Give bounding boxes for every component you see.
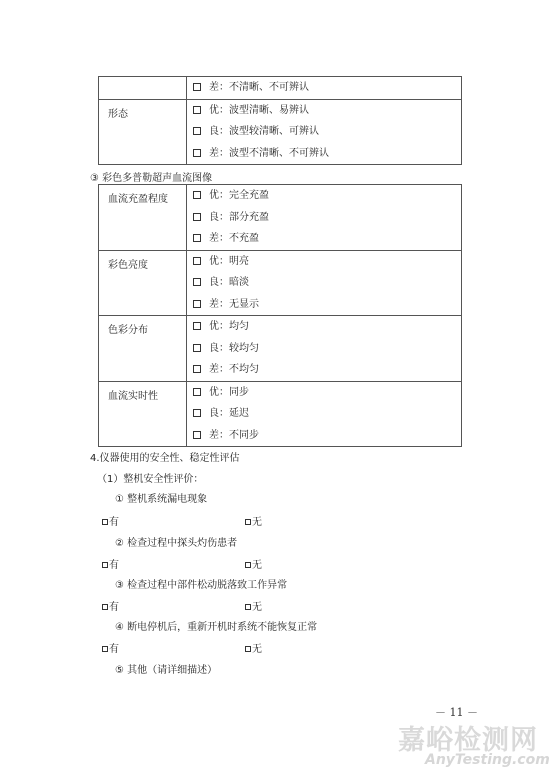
option-item[interactable]: 良：较均匀	[187, 338, 461, 360]
criteria-options	[187, 77, 462, 100]
option-item[interactable]: 优：同步	[187, 382, 461, 404]
question-label: ① 整机系统漏电现象	[115, 494, 208, 505]
option-item[interactable]: 优：明亮	[187, 251, 461, 273]
yes-option[interactable]: 有	[102, 598, 119, 613]
table-row	[99, 316, 462, 382]
watermark-logo: 嘉峪检测网	[398, 725, 538, 756]
checkbox-icon[interactable]	[193, 388, 201, 396]
option-item[interactable]: 良：波型较清晰、可辨认	[187, 121, 461, 143]
option-item[interactable]: 差：无显示	[187, 294, 461, 316]
criteria-options	[187, 99, 462, 165]
no-option[interactable]: 无	[245, 640, 262, 655]
checkbox-icon[interactable]	[102, 646, 108, 652]
question-label: ② 检查过程中探头灼伤患者	[115, 538, 238, 549]
checkbox-icon[interactable]	[193, 127, 201, 135]
no-option[interactable]: 无	[245, 556, 262, 571]
criteria-name	[99, 77, 187, 100]
option-item[interactable]: 差：不清晰、不可辨认	[187, 77, 461, 99]
checkbox-icon[interactable]	[245, 519, 251, 525]
section-heading: 4.仪器使用的安全性、稳定性评估	[90, 453, 240, 464]
table-row	[99, 77, 462, 100]
option-item[interactable]: 差：波型不清晰、不可辨认	[187, 143, 461, 165]
checkbox-icon[interactable]	[245, 562, 251, 568]
option-item[interactable]: 优：均匀	[187, 316, 461, 338]
checkbox-icon[interactable]	[102, 562, 108, 568]
subsection-heading: （1）整机安全性评价：	[97, 474, 204, 485]
question-label: ③ 检查过程中部件松动脱落致工作异常	[115, 580, 288, 591]
checkbox-icon[interactable]	[193, 213, 201, 221]
checkbox-icon[interactable]	[193, 83, 201, 91]
no-option[interactable]: 无	[245, 598, 262, 613]
option-item[interactable]: 良：延迟	[187, 403, 461, 425]
criteria-options	[187, 381, 462, 447]
question-label: ⑤ 其他（请详细描述）	[115, 665, 218, 676]
yes-option[interactable]: 有	[102, 556, 119, 571]
table-row	[99, 250, 462, 316]
criteria-name: 血流充盈程度	[99, 185, 187, 251]
option-item[interactable]: 良：暗淡	[187, 272, 461, 294]
checkbox-icon[interactable]	[193, 234, 201, 242]
checkbox-icon[interactable]	[193, 409, 201, 417]
checkbox-icon[interactable]	[102, 604, 108, 610]
section-heading: ③ 彩色多普勒超声血流图像	[90, 173, 213, 184]
option-item[interactable]: 优：波型清晰、易辨认	[187, 100, 461, 122]
option-item[interactable]: 差：不同步	[187, 425, 461, 447]
yes-option[interactable]: 有	[102, 513, 119, 528]
checkbox-icon[interactable]	[102, 519, 108, 525]
criteria-options	[187, 185, 462, 251]
checkbox-icon[interactable]	[193, 431, 201, 439]
checkbox-icon[interactable]	[245, 646, 251, 652]
table-row	[99, 381, 462, 447]
checkbox-icon[interactable]	[245, 604, 251, 610]
checkbox-icon[interactable]	[193, 322, 201, 330]
option-item[interactable]: 差：不均匀	[187, 359, 461, 381]
checkbox-icon[interactable]	[193, 106, 201, 114]
quality-table-1	[98, 76, 462, 165]
watermark-url: AnyTesting.com	[425, 752, 550, 768]
table-row	[99, 185, 462, 251]
question-label: ④ 断电停机后，重新开机时系统不能恢复正常	[115, 622, 318, 633]
checkbox-icon[interactable]	[193, 300, 201, 308]
criteria-options	[187, 250, 462, 316]
criteria-name: 形态	[99, 99, 187, 165]
option-item[interactable]: 差：不充盈	[187, 228, 461, 250]
no-option[interactable]: 无	[245, 513, 262, 528]
checkbox-icon[interactable]	[193, 365, 201, 373]
checkbox-icon[interactable]	[193, 149, 201, 157]
criteria-name: 彩色亮度	[99, 250, 187, 316]
checkbox-icon[interactable]	[193, 344, 201, 352]
option-item[interactable]: 良：部分充盈	[187, 207, 461, 229]
checkbox-icon[interactable]	[193, 191, 201, 199]
quality-table-2	[98, 184, 462, 447]
criteria-name: 血流实时性	[99, 381, 187, 447]
page-number: － 11 －	[435, 706, 478, 719]
option-item[interactable]: 优：完全充盈	[187, 185, 461, 207]
criteria-name: 色彩分布	[99, 316, 187, 382]
yes-option[interactable]: 有	[102, 640, 119, 655]
checkbox-icon[interactable]	[193, 278, 201, 286]
checkbox-icon[interactable]	[193, 257, 201, 265]
criteria-options	[187, 316, 462, 382]
table-row	[99, 99, 462, 165]
